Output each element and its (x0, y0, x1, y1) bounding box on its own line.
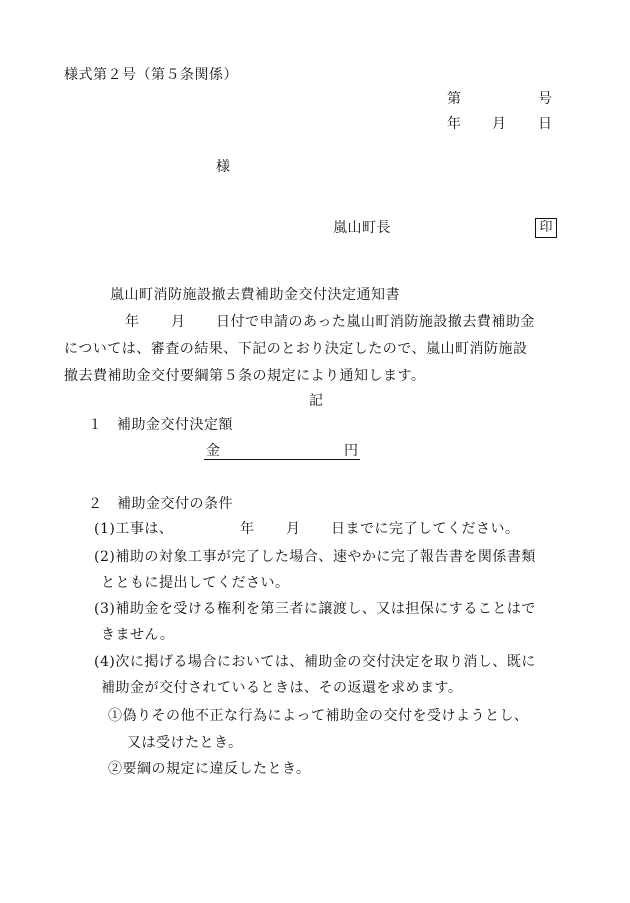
condition-1-prefix: (1)工事は、 (94, 521, 174, 537)
addressee-sama: 様 (216, 159, 231, 175)
date-year: 年 (447, 116, 462, 132)
doc-number-go: 号 (538, 91, 553, 107)
condition-1-suffix: 日までに完了してください。 (331, 521, 520, 537)
body-month: 月 (171, 314, 186, 330)
form-number: 様式第２号（第５条関係） (64, 67, 238, 83)
condition-3-line-1: (3)補助金を受ける権利を第三者に譲渡し、又は担保にすることはで (94, 601, 536, 617)
condition-3-line-2: きません。 (101, 627, 175, 643)
condition-2-line-1: (2)補助の対象工事が完了した場合、速やかに完了報告書を関係書類 (94, 549, 536, 565)
date-month: 月 (492, 116, 507, 132)
ki-heading: 記 (309, 393, 324, 409)
seal-mark: 印 (535, 218, 557, 238)
doc-number-dai: 第 (447, 91, 462, 107)
document-title: 嵐山町消防施設撤去費補助金交付決定通知書 (110, 287, 400, 303)
body-line-3: 撤去費補助金交付要綱第５条の規定により通知します。 (64, 368, 426, 384)
condition-1-month: 月 (286, 521, 301, 537)
amount-prefix: 金 (206, 443, 221, 459)
section2-heading: ２ 補助金交付の条件 (88, 496, 233, 512)
body-year: 年 (125, 314, 140, 330)
body-line-2: については、審査の結果、下記のとおり決定したので、嵐山町消防施設 (64, 341, 528, 357)
condition-2-line-2: とともに提出してください。 (101, 575, 290, 591)
amount-underline (204, 459, 360, 460)
sub-item-1-line-1: ①偽りその他不正な行為によって補助金の交付を受けようとし、 (108, 708, 529, 724)
body-line-1: 日付で申請のあった嵐山町消防施設撤去費補助金 (216, 314, 535, 330)
condition-4-line-1: (4)次に掲げる場合においては、補助金の交付決定を取り消し、既に (94, 654, 536, 670)
sub-item-2: ②要綱の規定に違反したとき。 (108, 761, 311, 777)
amount-unit: 円 (344, 443, 359, 459)
sub-item-1-line-2: 又は受けたとき。 (127, 735, 243, 751)
date-day: 日 (538, 116, 553, 132)
condition-1-year: 年 (240, 521, 255, 537)
issuer-name: 嵐山町長 (333, 220, 391, 236)
section1-heading: １ 補助金交付決定額 (88, 417, 233, 433)
condition-4-line-2: 補助金が交付されているときは、その返還を求めます。 (101, 680, 463, 696)
